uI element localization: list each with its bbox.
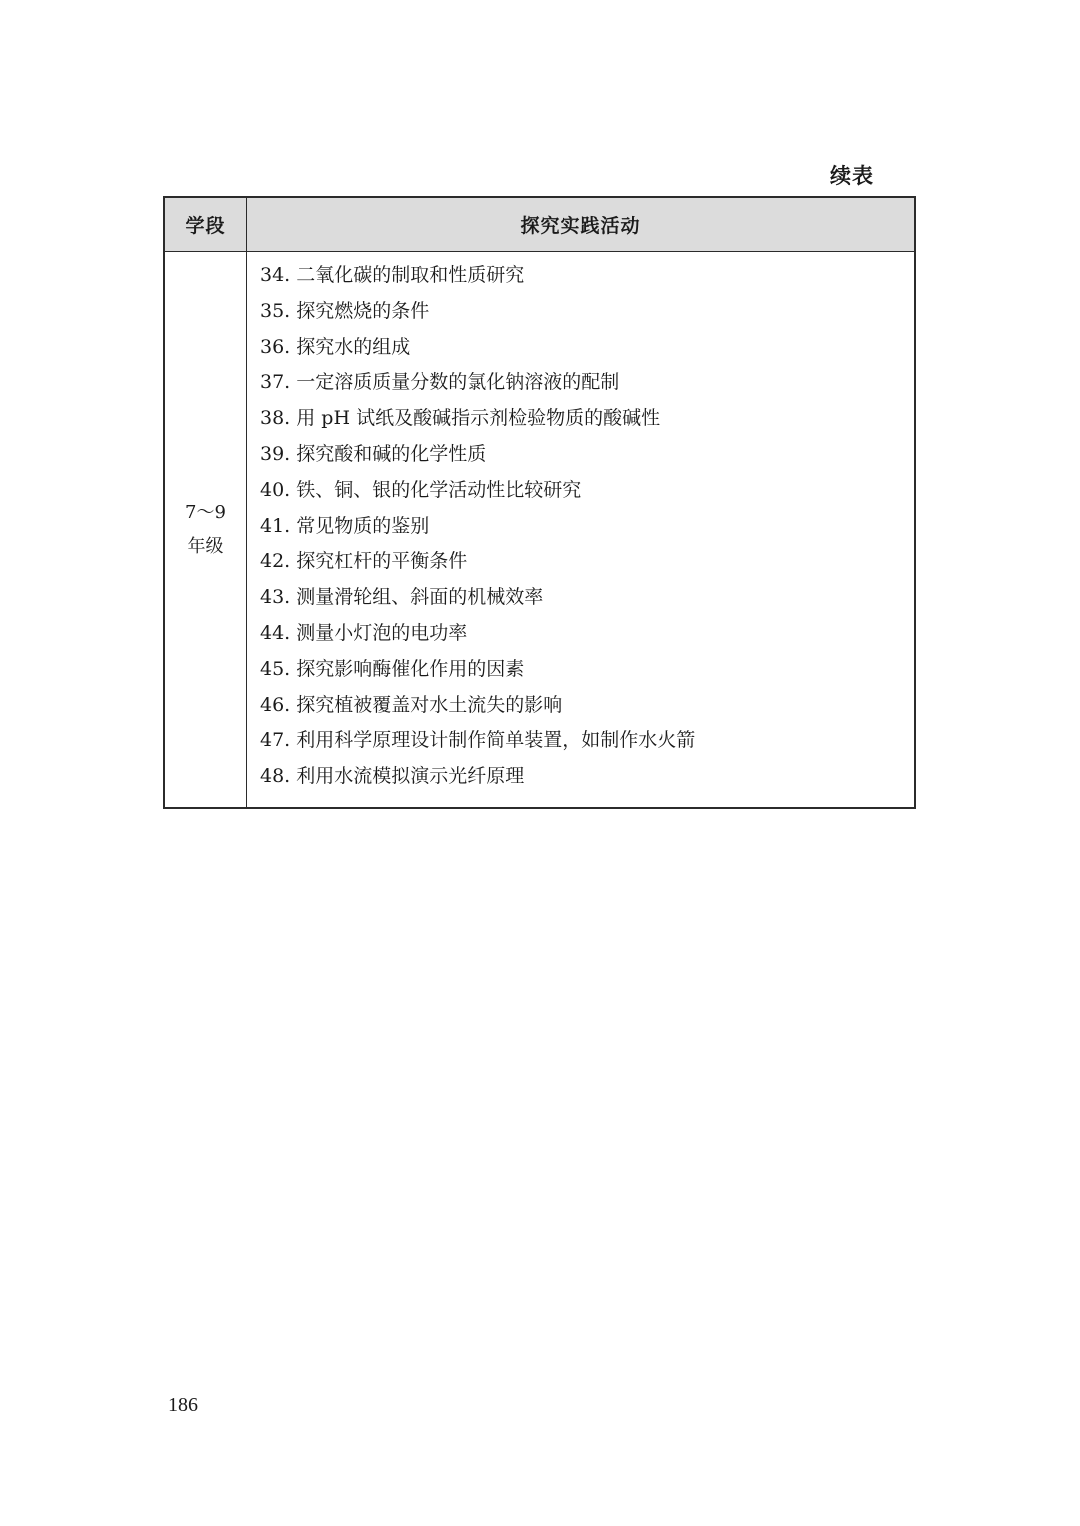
stage-range: 7～9 — [185, 501, 226, 523]
column-divider — [246, 198, 247, 807]
list-item: 44. 测量小灯泡的电功率 — [260, 621, 468, 644]
list-item: 34. 二氧化碳的制取和性质研究 — [260, 264, 525, 286]
stage-cell — [165, 252, 246, 807]
list-item: 48. 利用水流模拟演示光纤原理 — [260, 765, 525, 788]
page-number: 186 — [168, 1394, 198, 1416]
activity-list — [260, 258, 695, 795]
stage-grade-label: 年级 — [187, 535, 224, 557]
activities-table — [163, 196, 916, 809]
list-item: 40. 铁、铜、银的化学活动性比较研究 — [260, 478, 582, 501]
list-item: 42. 探究杠杆的平衡条件 — [260, 550, 468, 573]
header-stage: 学段 — [185, 214, 226, 237]
list-item: 45. 探究影响酶催化作用的因素 — [260, 657, 525, 680]
list-item: 35. 探究燃烧的条件 — [260, 299, 430, 322]
list-item: 36. 探究水的组成 — [260, 335, 411, 358]
list-item: 38. 用 pH 试纸及酸碱指示剂检验物质的酸碱性 — [260, 407, 661, 430]
list-item: 47. 利用科学原理设计制作简单装置，如制作水火箭 — [260, 729, 696, 752]
header-activity: 探究实践活动 — [520, 214, 641, 237]
list-item: 39. 探究酸和碱的化学性质 — [260, 442, 487, 465]
continuation-label: 续表 — [830, 164, 874, 188]
list-item: 37. 一定溶质质量分数的氯化钠溶液的配制 — [260, 371, 620, 394]
list-item: 41. 常见物质的鉴别 — [260, 514, 430, 537]
list-item: 43. 测量滑轮组、斜面的机械效率 — [260, 586, 544, 609]
table-header-row — [165, 198, 914, 252]
list-item: 46. 探究植被覆盖对水土流失的影响 — [260, 693, 563, 716]
